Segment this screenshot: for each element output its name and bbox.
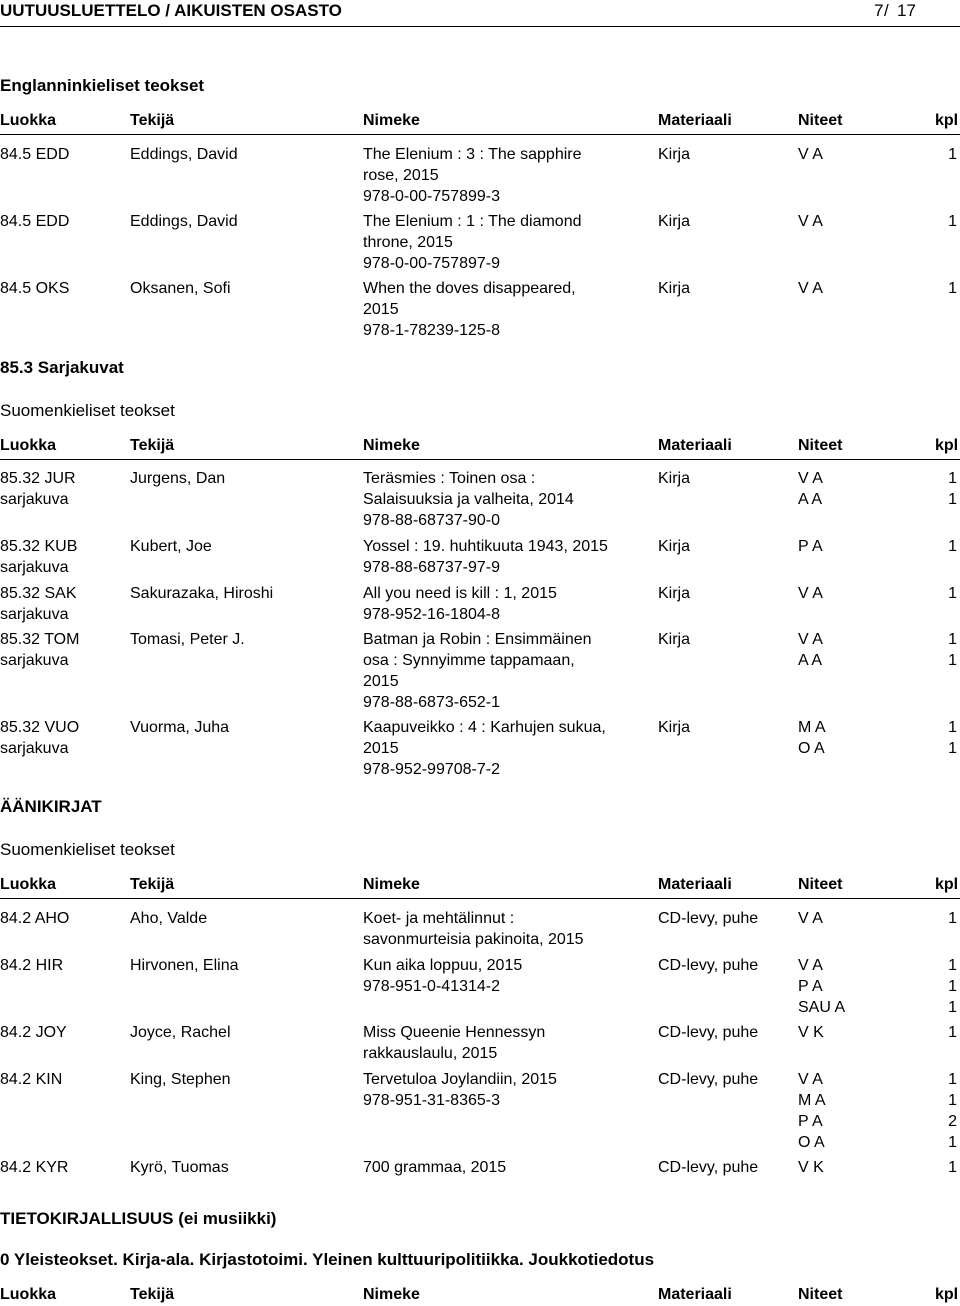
cell-niteet: M A bbox=[798, 1092, 826, 1109]
cell-luokka: 84.2 JOY bbox=[0, 1024, 67, 1041]
cell-nimeke: 978-0-00-757897-9 bbox=[363, 255, 500, 272]
cell-nimeke: 978-88-6873-652-1 bbox=[363, 694, 500, 711]
cell-kpl: 1 bbox=[948, 1024, 957, 1041]
cell-niteet: V A bbox=[798, 631, 823, 648]
cell-niteet: V A bbox=[798, 280, 823, 297]
cell-luokka: sarjakuva bbox=[0, 652, 69, 669]
cell-niteet: O A bbox=[798, 1134, 825, 1151]
page-number: 7 bbox=[874, 1, 884, 20]
col-kpl: kpl bbox=[935, 437, 959, 454]
col-luokka: Luokka bbox=[0, 876, 57, 893]
col-tekija: Tekijä bbox=[130, 437, 175, 454]
cell-tekija: Aho, Valde bbox=[130, 910, 208, 927]
cell-niteet: M A bbox=[798, 719, 826, 736]
cell-kpl: 1 bbox=[948, 146, 957, 163]
subsection-title-finnish: Suomenkieliset teokset bbox=[0, 401, 175, 420]
cell-materiaali: Kirja bbox=[658, 719, 691, 736]
cell-tekija: Eddings, David bbox=[130, 213, 238, 230]
col-kpl: kpl bbox=[935, 876, 959, 893]
col-materiaali: Materiaali bbox=[658, 437, 732, 454]
cell-luokka: 84.2 KYR bbox=[0, 1159, 69, 1176]
cell-nimeke: Tervetuloa Joylandiin, 2015 bbox=[363, 1071, 557, 1088]
col-tekija: Tekijä bbox=[130, 112, 175, 129]
cell-niteet: P A bbox=[798, 978, 823, 995]
cell-kpl: 1 bbox=[948, 631, 957, 648]
column-header-divider bbox=[0, 898, 960, 899]
cell-tekija: Kubert, Joe bbox=[130, 538, 212, 555]
cell-niteet: V K bbox=[798, 1024, 824, 1041]
cell-luokka: 84.5 EDD bbox=[0, 213, 70, 230]
col-luokka: Luokka bbox=[0, 112, 57, 129]
page-total: 17 bbox=[897, 1, 916, 20]
cell-kpl: 1 bbox=[948, 470, 957, 487]
cell-luokka: 85.32 KUB bbox=[0, 538, 78, 555]
col-luokka: Luokka bbox=[0, 437, 57, 454]
cell-tekija: Kyrö, Tuomas bbox=[130, 1159, 229, 1176]
cell-luokka: 84.5 EDD bbox=[0, 146, 70, 163]
cell-nimeke: Miss Queenie Hennessyn bbox=[363, 1024, 546, 1041]
cell-nimeke: 2015 bbox=[363, 673, 399, 690]
cell-luokka: sarjakuva bbox=[0, 606, 69, 623]
cell-niteet: V A bbox=[798, 146, 823, 163]
cell-nimeke: Teräsmies : Toinen osa : bbox=[363, 470, 536, 487]
cell-nimeke: rose, 2015 bbox=[363, 167, 439, 184]
cell-materiaali: Kirja bbox=[658, 213, 691, 230]
col-tekija: Tekijä bbox=[130, 876, 175, 893]
cell-luokka: 84.2 AHO bbox=[0, 910, 70, 927]
cell-nimeke: throne, 2015 bbox=[363, 234, 453, 251]
cell-nimeke: Kaapuveikko : 4 : Karhujen sukua, bbox=[363, 719, 606, 736]
cell-nimeke: 978-952-16-1804-8 bbox=[363, 606, 500, 623]
cell-luokka: 85.32 SAK bbox=[0, 585, 77, 602]
cell-materiaali: Kirja bbox=[658, 631, 691, 648]
section-title-audiobooks: ÄÄNIKIRJAT bbox=[0, 797, 102, 816]
cell-luokka: sarjakuva bbox=[0, 559, 69, 576]
cell-kpl: 1 bbox=[948, 585, 957, 602]
column-header-row bbox=[0, 1284, 960, 1306]
cell-niteet: V A bbox=[798, 957, 823, 974]
cell-niteet: V A bbox=[798, 585, 823, 602]
cell-nimeke: When the doves disappeared, bbox=[363, 280, 576, 297]
col-nimeke: Nimeke bbox=[363, 876, 420, 893]
section-title-comics: 85.3 Sarjakuvat bbox=[0, 358, 124, 377]
cell-kpl: 1 bbox=[948, 1159, 957, 1176]
cell-kpl: 2 bbox=[948, 1113, 957, 1130]
cell-nimeke: The Elenium : 1 : The diamond bbox=[363, 213, 582, 230]
col-nimeke: Nimeke bbox=[363, 1286, 420, 1303]
cell-nimeke: 978-952-99708-7-2 bbox=[363, 761, 500, 778]
cell-materiaali: CD-levy, puhe bbox=[658, 1159, 759, 1176]
cell-niteet: V A bbox=[798, 213, 823, 230]
cell-nimeke: All you need is kill : 1, 2015 bbox=[363, 585, 557, 602]
subsection-title-general-works: 0 Yleisteokset. Kirja-ala. Kirjastotoimi. Yleinen kulttuuripolitiikka. Joukkotiedotus bbox=[0, 1250, 655, 1269]
cell-nimeke: 2015 bbox=[363, 301, 399, 318]
col-materiaali: Materiaali bbox=[658, 112, 732, 129]
document-header bbox=[0, 0, 960, 24]
col-niteet: Niteet bbox=[798, 876, 843, 893]
column-header-row bbox=[0, 435, 960, 457]
cell-kpl: 1 bbox=[948, 1071, 957, 1088]
column-header-row bbox=[0, 110, 960, 132]
cell-nimeke: 978-88-68737-90-0 bbox=[363, 512, 500, 529]
cell-materiaali: Kirja bbox=[658, 470, 691, 487]
cell-materiaali: CD-levy, puhe bbox=[658, 957, 759, 974]
section-title-nonfiction: TIETOKIRJALLISUUS (ei musiikki) bbox=[0, 1209, 277, 1228]
cell-materiaali: Kirja bbox=[658, 585, 691, 602]
col-kpl: kpl bbox=[935, 1286, 959, 1303]
cell-luokka: 85.32 VUO bbox=[0, 719, 80, 736]
cell-kpl: 1 bbox=[948, 652, 957, 669]
cell-niteet: P A bbox=[798, 538, 823, 555]
cell-niteet: V A bbox=[798, 470, 823, 487]
cell-niteet: SAU A bbox=[798, 999, 846, 1016]
cell-luokka: 84.2 HIR bbox=[0, 957, 64, 974]
cell-nimeke: Salaisuuksia ja valheita, 2014 bbox=[363, 491, 574, 508]
page-separator: / bbox=[884, 1, 889, 20]
cell-kpl: 1 bbox=[948, 740, 957, 757]
cell-niteet: A A bbox=[798, 491, 823, 508]
cell-nimeke: 978-1-78239-125-8 bbox=[363, 322, 500, 339]
col-materiaali: Materiaali bbox=[658, 876, 732, 893]
cell-nimeke: Koet- ja mehtälinnut : bbox=[363, 910, 515, 927]
cell-materiaali: Kirja bbox=[658, 538, 691, 555]
cell-nimeke: Yossel : 19. huhtikuuta 1943, 2015 bbox=[363, 538, 608, 555]
cell-luokka: 85.32 TOM bbox=[0, 631, 80, 648]
col-niteet: Niteet bbox=[798, 112, 843, 129]
cell-tekija: Vuorma, Juha bbox=[130, 719, 230, 736]
col-luokka: Luokka bbox=[0, 1286, 57, 1303]
cell-materiaali: Kirja bbox=[658, 146, 691, 163]
cell-nimeke: 978-88-68737-97-9 bbox=[363, 559, 500, 576]
col-nimeke: Nimeke bbox=[363, 437, 420, 454]
cell-nimeke: The Elenium : 3 : The sapphire bbox=[363, 146, 582, 163]
cell-luokka: sarjakuva bbox=[0, 491, 69, 508]
cell-nimeke: 978-951-31-8365-3 bbox=[363, 1092, 500, 1109]
column-header-divider bbox=[0, 134, 960, 135]
cell-materiaali: CD-levy, puhe bbox=[658, 1024, 759, 1041]
cell-nimeke: Batman ja Robin : Ensimmäinen bbox=[363, 631, 592, 648]
section-title-english: Englanninkieliset teokset bbox=[0, 76, 205, 95]
col-tekija: Tekijä bbox=[130, 1286, 175, 1303]
cell-nimeke: 700 grammaa, 2015 bbox=[363, 1159, 507, 1176]
cell-nimeke: 2015 bbox=[363, 740, 399, 757]
cell-nimeke: savonmurteisia pakinoita, 2015 bbox=[363, 931, 584, 948]
cell-kpl: 1 bbox=[948, 491, 957, 508]
cell-kpl: 1 bbox=[948, 957, 957, 974]
column-header-row bbox=[0, 874, 960, 896]
cell-niteet: A A bbox=[798, 652, 823, 669]
cell-nimeke: 978-0-00-757899-3 bbox=[363, 188, 500, 205]
col-materiaali: Materiaali bbox=[658, 1286, 732, 1303]
cell-luokka: 84.5 OKS bbox=[0, 280, 70, 297]
cell-tekija: Eddings, David bbox=[130, 146, 238, 163]
cell-luokka: sarjakuva bbox=[0, 740, 69, 757]
cell-niteet: V A bbox=[798, 910, 823, 927]
column-header-divider bbox=[0, 459, 960, 460]
cell-kpl: 1 bbox=[948, 910, 957, 927]
cell-niteet: O A bbox=[798, 740, 825, 757]
cell-materiaali: CD-levy, puhe bbox=[658, 1071, 759, 1088]
cell-kpl: 1 bbox=[948, 1092, 957, 1109]
cell-nimeke: rakkauslaulu, 2015 bbox=[363, 1045, 498, 1062]
cell-tekija: Jurgens, Dan bbox=[130, 470, 226, 487]
cell-nimeke: Kun aika loppuu, 2015 bbox=[363, 957, 523, 974]
cell-nimeke: 978-951-0-41314-2 bbox=[363, 978, 500, 995]
cell-kpl: 1 bbox=[948, 999, 957, 1016]
cell-tekija: Joyce, Rachel bbox=[130, 1024, 231, 1041]
cell-tekija: Tomasi, Peter J. bbox=[130, 631, 245, 648]
cell-tekija: King, Stephen bbox=[130, 1071, 231, 1088]
cell-niteet: P A bbox=[798, 1113, 823, 1130]
cell-kpl: 1 bbox=[948, 978, 957, 995]
cell-kpl: 1 bbox=[948, 1134, 957, 1151]
cell-tekija: Sakurazaka, Hiroshi bbox=[130, 585, 274, 602]
cell-nimeke: osa : Synnyimme tappamaan, bbox=[363, 652, 575, 669]
cell-materiaali: CD-levy, puhe bbox=[658, 910, 759, 927]
col-nimeke: Nimeke bbox=[363, 112, 420, 129]
subsection-title-finnish: Suomenkieliset teokset bbox=[0, 840, 175, 859]
cell-kpl: 1 bbox=[948, 538, 957, 555]
cell-tekija: Hirvonen, Elina bbox=[130, 957, 239, 974]
col-niteet: Niteet bbox=[798, 1286, 843, 1303]
cell-kpl: 1 bbox=[948, 719, 957, 736]
cell-kpl: 1 bbox=[948, 213, 957, 230]
col-niteet: Niteet bbox=[798, 437, 843, 454]
cell-niteet: V K bbox=[798, 1159, 824, 1176]
cell-materiaali: Kirja bbox=[658, 280, 691, 297]
document-title: UUTUUSLUETTELO / AIKUISTEN OSASTO bbox=[0, 1, 342, 20]
header-divider bbox=[0, 26, 960, 27]
cell-kpl: 1 bbox=[948, 280, 957, 297]
col-kpl: kpl bbox=[935, 112, 959, 129]
cell-tekija: Oksanen, Sofi bbox=[130, 280, 231, 297]
cell-luokka: 85.32 JUR bbox=[0, 470, 76, 487]
cell-niteet: V A bbox=[798, 1071, 823, 1088]
cell-luokka: 84.2 KIN bbox=[0, 1071, 63, 1088]
